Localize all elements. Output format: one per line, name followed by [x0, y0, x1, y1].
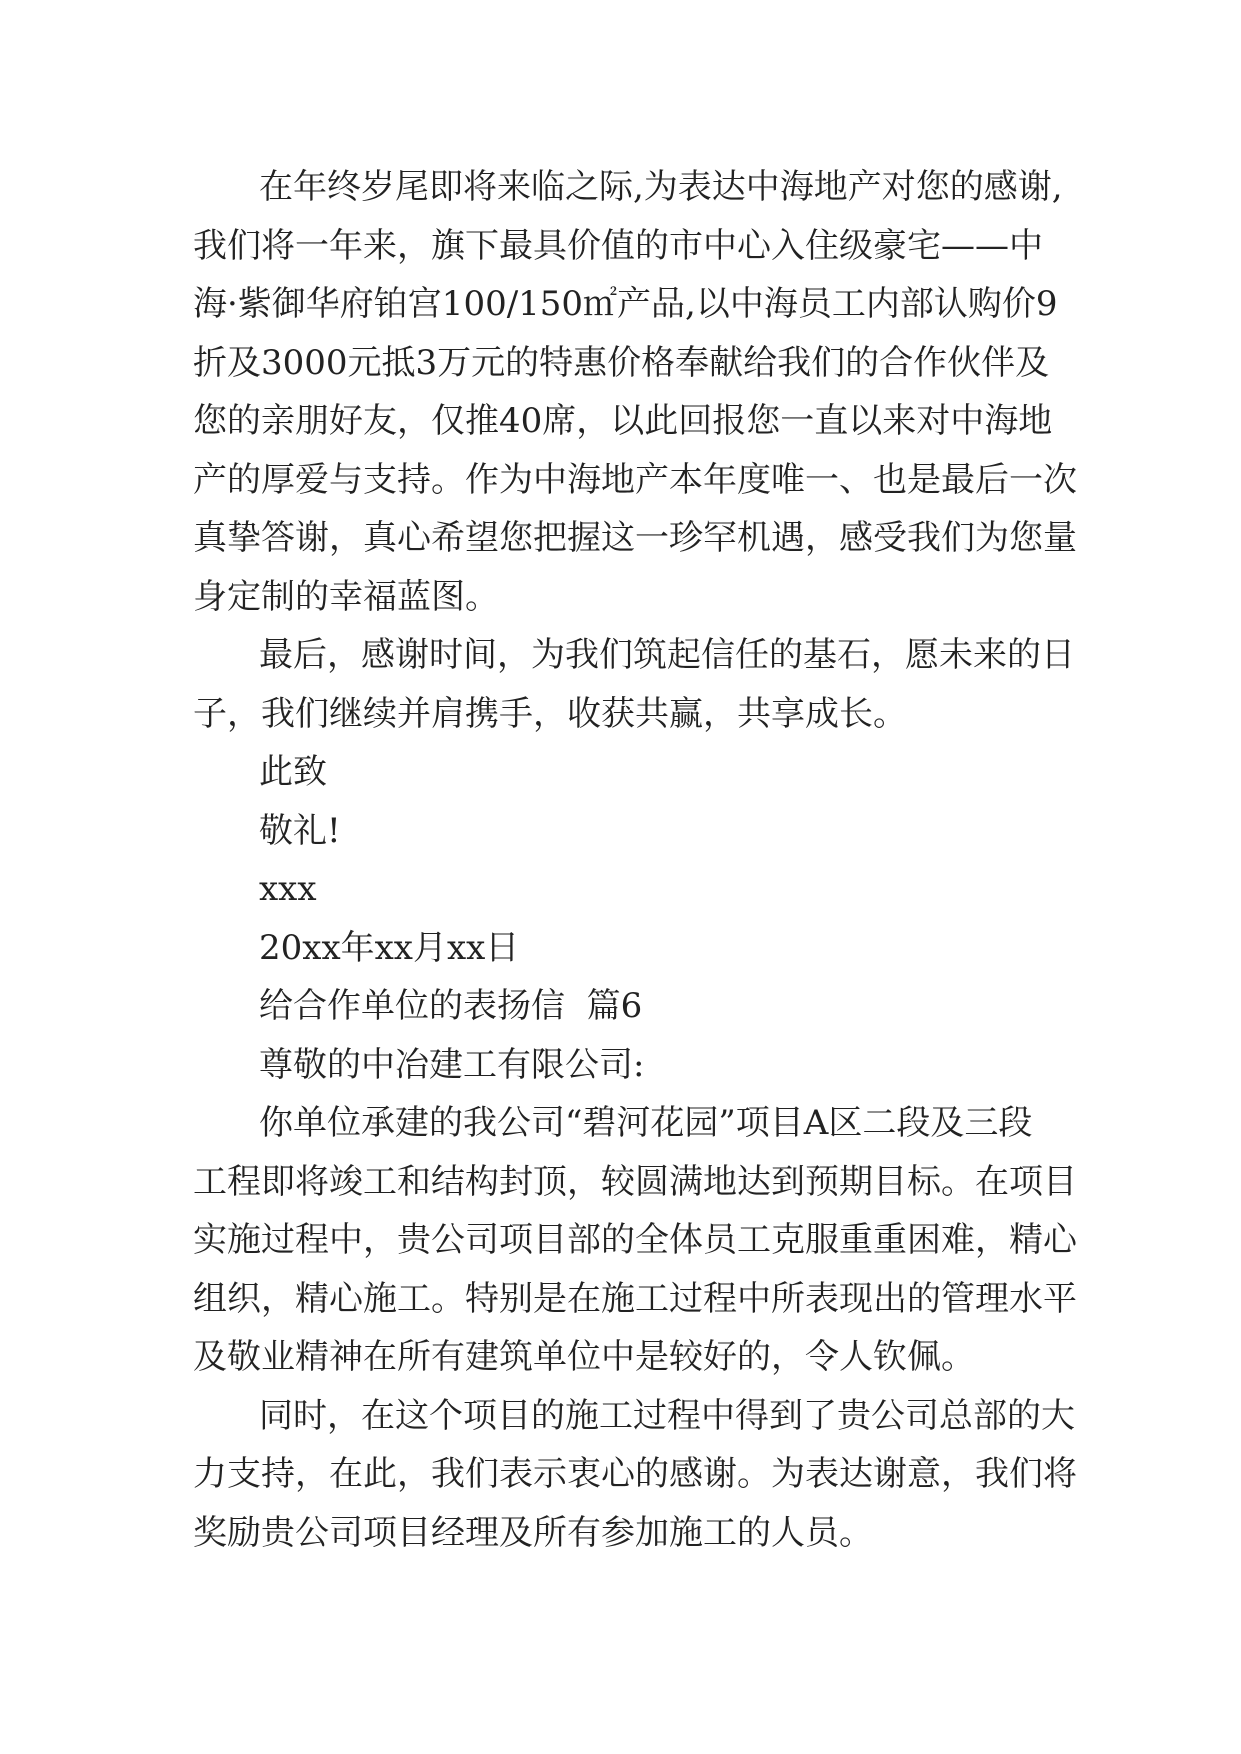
salutation: 尊敬的中冶建工有限公司:	[259, 1044, 645, 1085]
paragraph-line: 你单位承建的我公司“碧河花园”项目A区二段及三段	[259, 1103, 1033, 1143]
paragraph-line: 在年终岁尾即将来临之际,为表达中海地产对您的感谢,	[259, 167, 1063, 207]
paragraph-line: 力支持，在此，我们表示衷心的感谢。为表达谢意，我们将	[193, 1454, 1077, 1494]
paragraph-line: 您的亲朋好友，仅推40席，以此回报您一直以来对中海地	[193, 401, 1053, 441]
paragraph-line: 工程即将竣工和结构封顶，较圆满地达到预期目标。在项目	[193, 1161, 1077, 1202]
date: 20xx年xx月xx日	[259, 927, 520, 968]
paragraph-line: 最后，感谢时间，为我们筑起信任的基石，愿未来的日	[259, 635, 1075, 675]
section-title: 给合作单位的表扬信 篇6	[259, 986, 643, 1026]
paragraph-line: 子，我们继续并肩携手，收获共赢，共享成长。	[193, 693, 907, 734]
paragraph-line: 组织，精心施工。特别是在施工过程中所表现出的管理水平	[193, 1278, 1077, 1319]
document-body	[193, 158, 1077, 1562]
closing-line: 此致	[259, 752, 327, 792]
paragraph-line: 真挚答谢，真心希望您把握这一珍罕机遇，感受我们为您量	[193, 518, 1077, 558]
paragraph-line: 身定制的幸福蓝图。	[193, 576, 499, 617]
paragraph-line: 我们将一年来，旗下最具价值的市中心入住级豪宅——中	[193, 225, 1043, 266]
paragraph-line: 海·紫御华府铂宫100/150㎡产品,以中海员工内部认购价9	[193, 284, 1058, 324]
closing-line: 敬礼!	[259, 810, 341, 851]
paragraph-line: 实施过程中，贵公司项目部的全体员工克服重重困难，精心	[193, 1220, 1077, 1260]
paragraph-line: 同时，在这个项目的施工过程中得到了贵公司总部的大	[259, 1395, 1075, 1436]
paragraph-line: 及敬业精神在所有建筑单位中是较好的，令人钦佩。	[193, 1337, 975, 1377]
signature: xxx	[259, 869, 317, 909]
paragraph-line: 折及3000元抵3万元的特惠价格奉献给我们的合作伙伴及	[193, 342, 1050, 383]
paragraph-line: 奖励贵公司项目经理及所有参加施工的人员。	[193, 1512, 873, 1553]
paragraph-line: 产的厚爱与支持。作为中海地产本年度唯一、也是最后一次	[193, 459, 1077, 500]
